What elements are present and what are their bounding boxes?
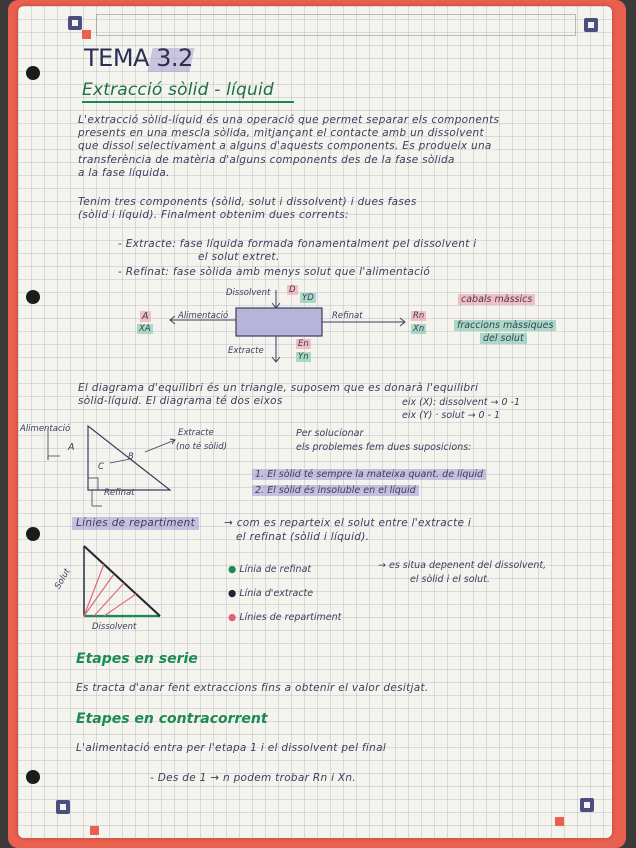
flow-xn-label: Xn bbox=[413, 324, 425, 334]
del-solut-note: del solut bbox=[480, 333, 527, 344]
intro-line: que dissol selectivament a alguns d'aquests components. Es produeix una bbox=[78, 140, 492, 153]
repartiment-line bbox=[94, 583, 124, 616]
triangle-a-label: A bbox=[68, 442, 75, 453]
flow-extracte-label: Extracte bbox=[228, 346, 264, 356]
refinat-definition: - Refinat: fase sòlida amb menys solut que l'alimentació bbox=[118, 266, 431, 278]
triangle-extracte-label: Extracte bbox=[178, 428, 214, 438]
triangle-alimentacio-label: Alimentació bbox=[20, 424, 71, 434]
legend-bullet-icon: ● bbox=[228, 564, 237, 575]
legend-note-line: → es situa depenent del dissolvent, bbox=[378, 560, 547, 571]
eix-y-note: eix (Y) · solut → 0 - 1 bbox=[402, 410, 501, 421]
page-title: TEMA 3.2 bbox=[84, 44, 193, 72]
flow-en-label: En bbox=[298, 339, 309, 349]
extracte-line: - Extracte: fase líquida formada fonamentalment pel dissolvent i bbox=[118, 238, 477, 250]
triangle-c-label: C bbox=[98, 462, 104, 472]
legend-note-line: el sòlid i el solut. bbox=[410, 574, 490, 585]
binder-hole bbox=[26, 770, 40, 784]
corner-marker-icon bbox=[584, 18, 598, 32]
binder-hole bbox=[26, 527, 40, 541]
linies-desc-line: → com es reparteix el solut entre l'extracte i bbox=[224, 517, 472, 529]
subtitle-underline bbox=[82, 101, 294, 103]
solucionar-line: els problemes fem dues suposicions: bbox=[296, 442, 472, 453]
equilibri-line: sòlid-líquid. El diagrama té dos eixos bbox=[78, 395, 283, 408]
flow-refinat-label: Refinat bbox=[332, 311, 363, 321]
legend-label: Línia de refinat bbox=[239, 564, 312, 575]
extracte-arrow bbox=[145, 440, 175, 452]
intro-line: a la fase líquida. bbox=[78, 166, 170, 179]
extracte-line bbox=[84, 546, 160, 616]
fraccions-massiques-note: fraccions màssiques bbox=[454, 320, 556, 331]
triangle-b-label: B bbox=[128, 452, 134, 462]
components-line: Tenim tres components (sòlid, solut i dissolvent) i dues fases bbox=[78, 196, 417, 208]
triangle-no-solid-label: (no té sòlid) bbox=[176, 442, 227, 452]
legend-item bbox=[228, 612, 341, 623]
right-angle-mark bbox=[88, 478, 98, 490]
solucionar-line: Per solucionar bbox=[296, 428, 364, 439]
legend-label: Línies de repartiment bbox=[239, 612, 342, 623]
linies-repartiment-title: Línies de repartiment bbox=[72, 517, 199, 530]
repartiment-diagram bbox=[84, 546, 164, 626]
etapes-contracorrent-desc: L'alimentació entra per l'etapa 1 i el dissolvent pel final bbox=[76, 742, 387, 754]
extracte-line: el solut extret. bbox=[198, 251, 280, 264]
cabals-massics-note: cabals màssics bbox=[458, 294, 535, 305]
header-box bbox=[96, 14, 576, 36]
components-paragraph bbox=[78, 196, 417, 222]
corner-marker-icon bbox=[68, 16, 82, 30]
contracorrent-item: - Des de 1 → n podem trobar Rn i Xn. bbox=[150, 772, 357, 784]
binder-hole bbox=[26, 290, 40, 304]
legend-bullet-icon: ● bbox=[228, 588, 237, 599]
solut-axis-label: Solut bbox=[53, 567, 73, 591]
etapes-contracorrent-heading: Etapes en contracorrent bbox=[76, 711, 268, 727]
extractor-box bbox=[236, 308, 322, 336]
eix-x-note: eix (X): dissolvent → 0 -1 bbox=[402, 397, 521, 408]
flow-yn-label: Yn bbox=[298, 352, 309, 362]
flow-a-label: A bbox=[142, 311, 149, 322]
dissolvent-axis-label: Dissolvent bbox=[92, 622, 137, 632]
legend-label: Línia d'extracte bbox=[239, 588, 314, 599]
legend-item bbox=[228, 588, 313, 599]
etapes-serie-heading: Etapes en serie bbox=[76, 651, 198, 667]
suposicio-1: 1. El sòlid té sempre la mateixa quant. de líquid bbox=[252, 469, 486, 480]
etapes-serie-desc: Es tracta d'anar fent extraccions fins a obtenir el valor desitjat. bbox=[76, 682, 429, 694]
arrowhead bbox=[48, 456, 60, 460]
intro-line: L'extracció sòlid-líquid és una operació que permet separar els components bbox=[78, 114, 500, 126]
intro-line: presents en una mescla sòlida, mitjançant el contacte amb un dissolvent bbox=[78, 127, 484, 140]
legend-item bbox=[228, 564, 311, 575]
intro-paragraph bbox=[78, 114, 499, 180]
corner-marker-icon bbox=[580, 798, 594, 812]
intro-line: transferència de matèria d'alguns components des de la fase sòlida bbox=[78, 153, 455, 166]
b-pointer bbox=[110, 459, 130, 463]
suposicio-2: 2. El sòlid és insoluble en el líquid bbox=[252, 485, 419, 496]
components-line: (sòlid i líquid). Finalment obtenim dues corrents: bbox=[78, 209, 349, 222]
repartiment-line bbox=[104, 594, 136, 616]
extracte-definition bbox=[118, 238, 476, 264]
corner-marker-icon bbox=[56, 800, 70, 814]
legend-bullet-icon: ● bbox=[228, 612, 237, 623]
flow-d-label: D bbox=[289, 285, 296, 295]
corner-accent bbox=[90, 826, 99, 835]
flow-dissolvent-label: Dissolvent bbox=[226, 288, 271, 298]
triangle-refinat-label: Refinat bbox=[104, 488, 135, 498]
corner-accent bbox=[555, 817, 564, 826]
equilibri-line: El diagrama d'equilibri és un triangle, suposem que es donarà l'equilibri bbox=[78, 382, 479, 394]
flow-rn-label: Rn bbox=[413, 311, 425, 321]
binder-hole bbox=[26, 66, 40, 80]
corner-accent bbox=[82, 30, 91, 39]
linies-desc-line: el refinat (sòlid i líquid). bbox=[236, 531, 370, 543]
flow-xa-label: XA bbox=[139, 324, 151, 334]
page-subtitle: Extracció sòlid - líquid bbox=[82, 80, 274, 100]
flow-alimentacio-label: Alimentació bbox=[178, 311, 229, 321]
flow-yd-label: YD bbox=[302, 293, 314, 303]
